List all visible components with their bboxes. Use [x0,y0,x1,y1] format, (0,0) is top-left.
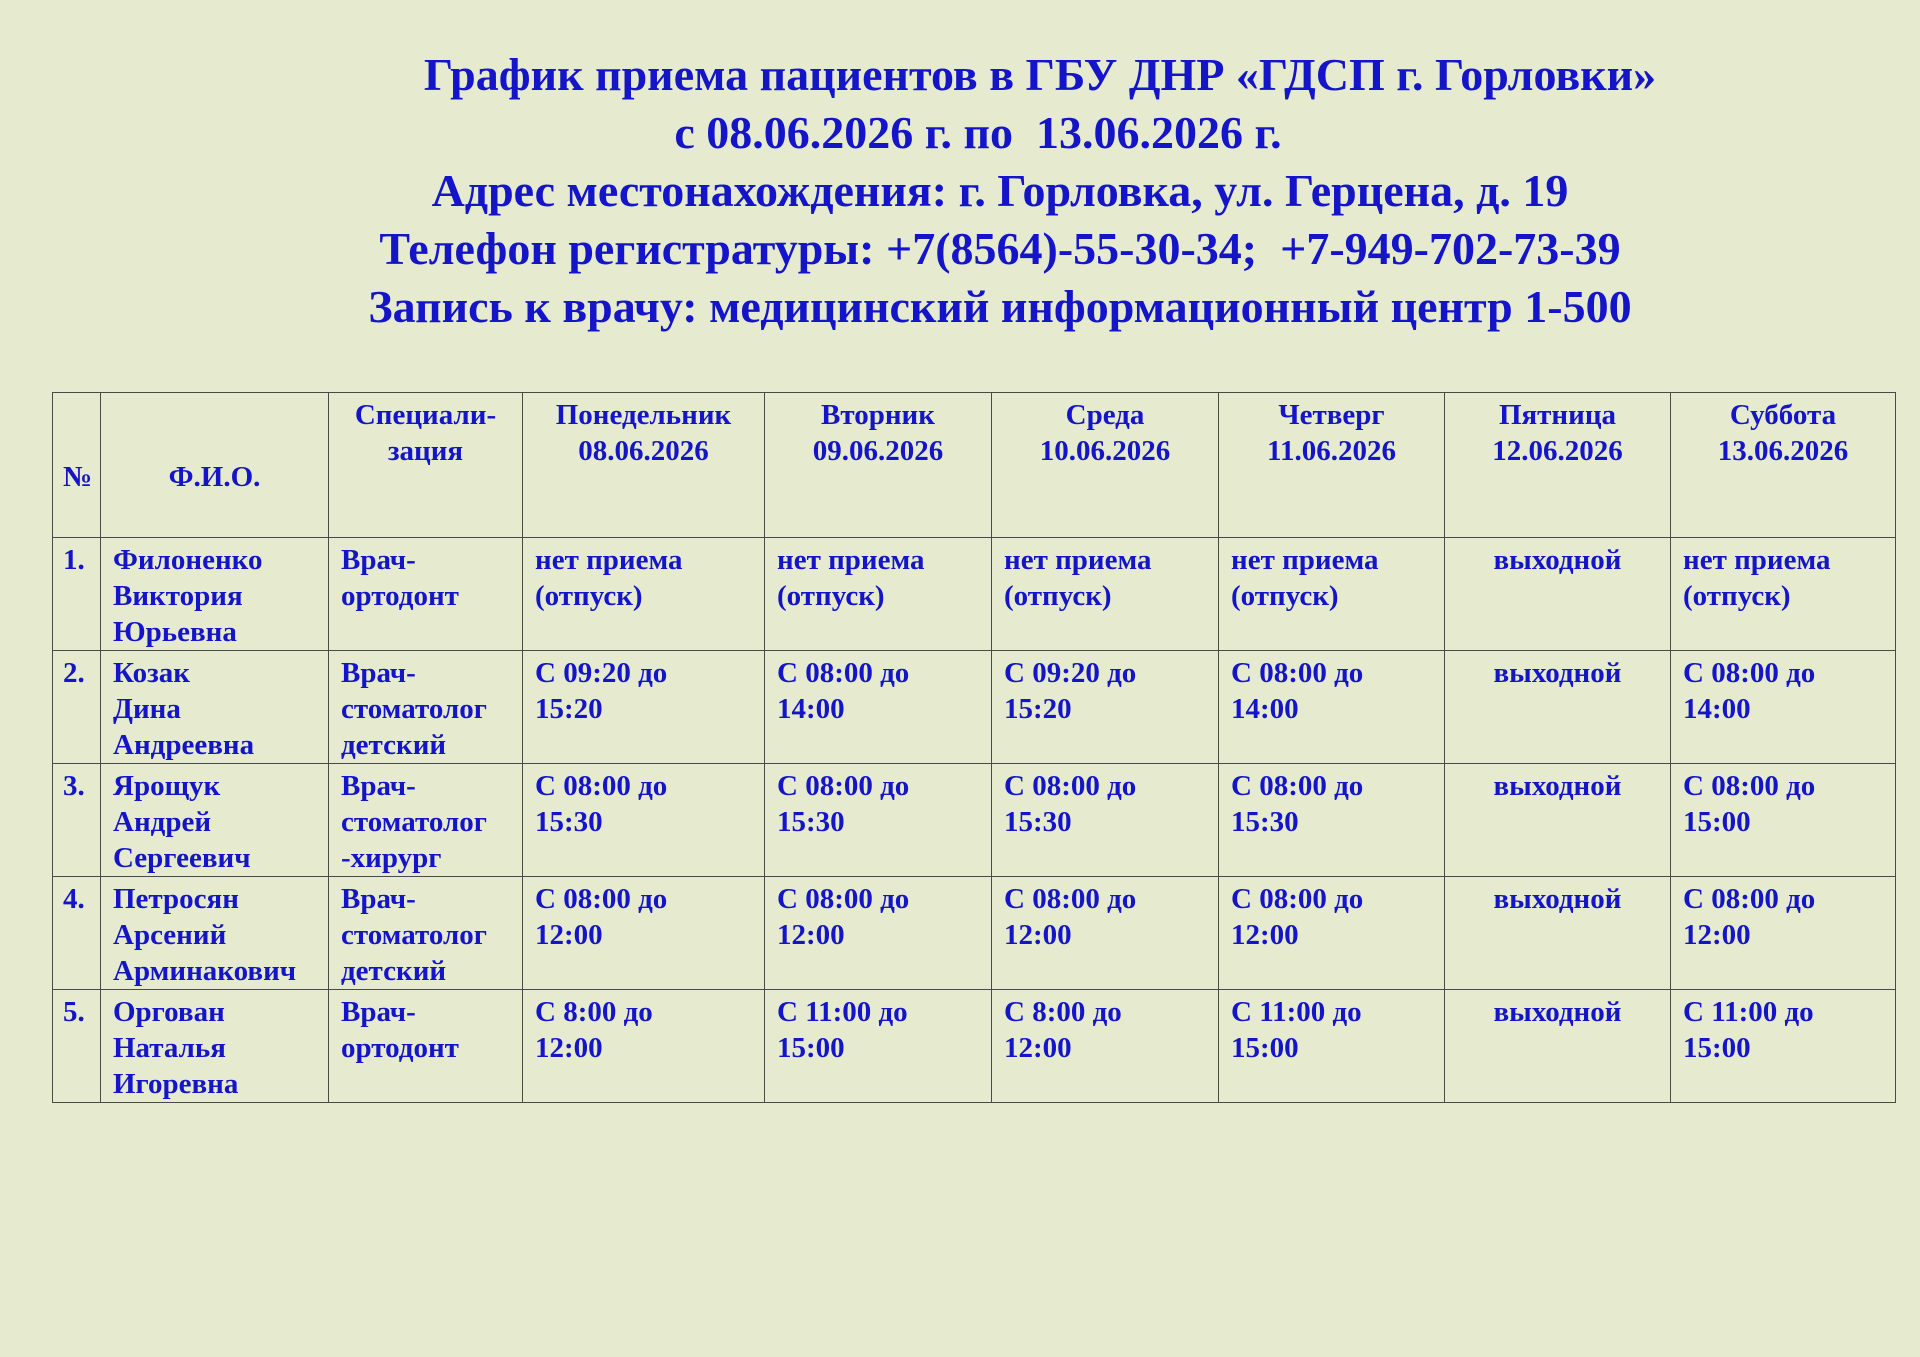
schedule-cell-tuesday [765,990,992,1103]
schedule-cell-line: С 08:00 до [1004,883,1137,915]
schedule-cell-line: нет приема [1683,544,1831,576]
schedule-cell-thursday [1219,764,1445,877]
header-phone: Телефон регистратуры: +7(8564)-55-30-34; +7-949-702-73-39 [379,223,1621,274]
column-header-tuesday: Вторник 09.06.2026 [765,393,992,538]
schedule-cell-line: 14:00 [777,693,845,725]
schedule-cell-monday [523,764,765,877]
schedule-cell-thursday [1219,990,1445,1103]
doctor-specialization [329,651,523,764]
schedule-cell-line: 15:30 [777,806,845,838]
schedule-cell-line: (отпуск) [777,580,885,612]
schedule-cell-line: 12:00 [535,919,603,951]
schedule-cell-line: 14:00 [1683,693,1751,725]
schedule-cell-line: С 08:00 до [1683,657,1816,689]
doctor-specialization [329,538,523,651]
table-row [53,651,1896,764]
schedule-cell-line: 12:00 [1004,1032,1072,1064]
schedule-table [52,392,1896,1103]
schedule-cell-line: С 08:00 до [1231,883,1364,915]
schedule-cell-line: 15:30 [535,806,603,838]
column-header-thursday: Четверг 11.06.2026 [1219,393,1445,538]
schedule-cell-line: нет приема [1231,544,1379,576]
doctor-name-line: Андреевна [113,729,255,761]
schedule-body [53,538,1896,1103]
schedule-cell-line: С 08:00 до [535,770,668,802]
specialization-line: Врач- [341,770,416,802]
column-header-specialization: Специали- зация [329,393,523,538]
schedule-cell-monday [523,538,765,651]
schedule-cell-monday [523,990,765,1103]
schedule-cell-saturday [1671,538,1896,651]
row-number: 2. [53,651,101,764]
schedule-cell-line: 12:00 [1231,919,1299,951]
schedule-cell-line: С 08:00 до [1683,770,1816,802]
doctor-name-line: Арминакович [113,955,297,987]
schedule-cell-line: 15:20 [535,693,603,725]
schedule-cell-friday: выходной [1445,990,1671,1103]
schedule-cell-wednesday [992,990,1219,1103]
schedule-cell-wednesday [992,877,1219,990]
schedule-cell-line: (отпуск) [1683,580,1791,612]
schedule-cell-line: 12:00 [1683,919,1751,951]
doctor-specialization [329,990,523,1103]
table-header-row [53,393,1896,538]
doctor-name-line: Юрьевна [113,616,237,648]
doctor-name [101,651,329,764]
schedule-cell-line: (отпуск) [535,580,643,612]
schedule-cell-tuesday [765,538,992,651]
schedule-cell-line: С 08:00 до [1231,657,1364,689]
specialization-line: стоматолог [341,693,487,725]
schedule-cell-saturday [1671,877,1896,990]
schedule-cell-line: 12:00 [777,919,845,951]
schedule-cell-line: С 11:00 до [1231,996,1362,1028]
doctor-name-line: Игоревна [113,1068,239,1100]
schedule-header [0,46,1920,336]
schedule-cell-line: С 09:20 до [535,657,668,689]
schedule-cell-line: С 11:00 до [777,996,908,1028]
schedule-cell-line: 15:00 [1683,806,1751,838]
specialization-line: детский [341,729,447,761]
doctor-specialization [329,877,523,990]
schedule-cell-tuesday [765,764,992,877]
doctor-name-line: Сергеевич [113,842,251,874]
schedule-cell-line: С 08:00 до [1231,770,1364,802]
specialization-line: ортодонт [341,580,459,612]
column-header-friday: Пятница 12.06.2026 [1445,393,1671,538]
schedule-cell-friday: выходной [1445,764,1671,877]
schedule-cell-monday [523,651,765,764]
schedule-cell-monday [523,877,765,990]
table-row [53,764,1896,877]
schedule-cell-line: 15:30 [1004,806,1072,838]
schedule-cell-line: 15:30 [1231,806,1299,838]
schedule-cell-line: 15:20 [1004,693,1072,725]
schedule-cell-friday: выходной [1445,651,1671,764]
header-address: Адрес местонахождения: г. Горловка, ул. Герцена, д. 19 [431,165,1569,216]
header-title: График приема пациентов в ГБУ ДНР «ГДСП г. Горловки» [423,49,1657,100]
schedule-cell-line: (отпуск) [1231,580,1339,612]
schedule-cell-wednesday [992,651,1219,764]
schedule-cell-line: С 08:00 до [777,657,910,689]
schedule-cell-line: С 08:00 до [1683,883,1816,915]
column-header-number: № [53,393,101,538]
schedule-cell-friday: выходной [1445,877,1671,990]
schedule-cell-line: 12:00 [535,1032,603,1064]
doctor-name [101,990,329,1103]
schedule-cell-line: 14:00 [1231,693,1299,725]
schedule-cell-line: 15:00 [1231,1032,1299,1064]
column-header-monday: Понедельник 08.06.2026 [523,393,765,538]
schedule-cell-tuesday [765,651,992,764]
table-row [53,990,1896,1103]
schedule-cell-wednesday [992,764,1219,877]
row-number: 4. [53,877,101,990]
specialization-line: Врач- [341,883,416,915]
schedule-cell-line: 15:00 [777,1032,845,1064]
schedule-cell-tuesday [765,877,992,990]
schedule-cell-line: 12:00 [1004,919,1072,951]
table-row [53,877,1896,990]
schedule-cell-line: (отпуск) [1004,580,1112,612]
specialization-line: Врач- [341,657,416,689]
specialization-line: -хирург [341,842,442,874]
schedule-cell-saturday [1671,990,1896,1103]
header-date-range: с 08.06.2026 г. по 13.06.2026 г. [674,107,1282,158]
specialization-line: ортодонт [341,1032,459,1064]
schedule-cell-wednesday [992,538,1219,651]
schedule-cell-saturday [1671,651,1896,764]
doctor-name-line: Наталья [113,1032,226,1064]
schedule-cell-thursday [1219,877,1445,990]
doctor-name-line: Оргован [113,996,225,1028]
doctor-name-line: Арсений [113,919,227,951]
doctor-name [101,764,329,877]
doctor-name-line: Ярощук [113,770,221,802]
header-appointment: Запись к врачу: медицинский информационный центр 1-500 [368,281,1632,332]
row-number: 1. [53,538,101,651]
schedule-cell-line: нет приема [777,544,925,576]
doctor-name-line: Андрей [113,806,212,838]
doctor-name-line: Виктория [113,580,243,612]
doctor-specialization [329,764,523,877]
row-number: 5. [53,990,101,1103]
column-header-wednesday: Среда 10.06.2026 [992,393,1219,538]
schedule-cell-friday: выходной [1445,538,1671,651]
schedule-cell-line: нет приема [1004,544,1152,576]
schedule-cell-line: С 11:00 до [1683,996,1814,1028]
doctor-name-line: Филоненко [113,544,263,576]
doctor-name-line: Дина [113,693,181,725]
schedule-cell-line: С 09:20 до [1004,657,1137,689]
column-header-saturday: Суббота 13.06.2026 [1671,393,1896,538]
schedule-cell-thursday [1219,538,1445,651]
doctor-name-line: Петросян [113,883,239,915]
column-header-name: Ф.И.О. [101,393,329,538]
schedule-cell-line: С 8:00 до [1004,996,1122,1028]
specialization-line: Врач- [341,996,416,1028]
schedule-cell-line: С 08:00 до [1004,770,1137,802]
row-number: 3. [53,764,101,877]
schedule-cell-saturday [1671,764,1896,877]
schedule-cell-thursday [1219,651,1445,764]
doctor-name [101,877,329,990]
doctor-name-line: Козак [113,657,190,689]
specialization-line: стоматолог [341,919,487,951]
schedule-cell-line: С 08:00 до [535,883,668,915]
specialization-line: детский [341,955,447,987]
doctor-name [101,538,329,651]
table-row [53,538,1896,651]
specialization-line: стоматолог [341,806,487,838]
schedule-cell-line: нет приема [535,544,683,576]
schedule-cell-line: С 08:00 до [777,770,910,802]
specialization-line: Врач- [341,544,416,576]
schedule-cell-line: 15:00 [1683,1032,1751,1064]
schedule-cell-line: С 08:00 до [777,883,910,915]
schedule-cell-line: С 8:00 до [535,996,653,1028]
